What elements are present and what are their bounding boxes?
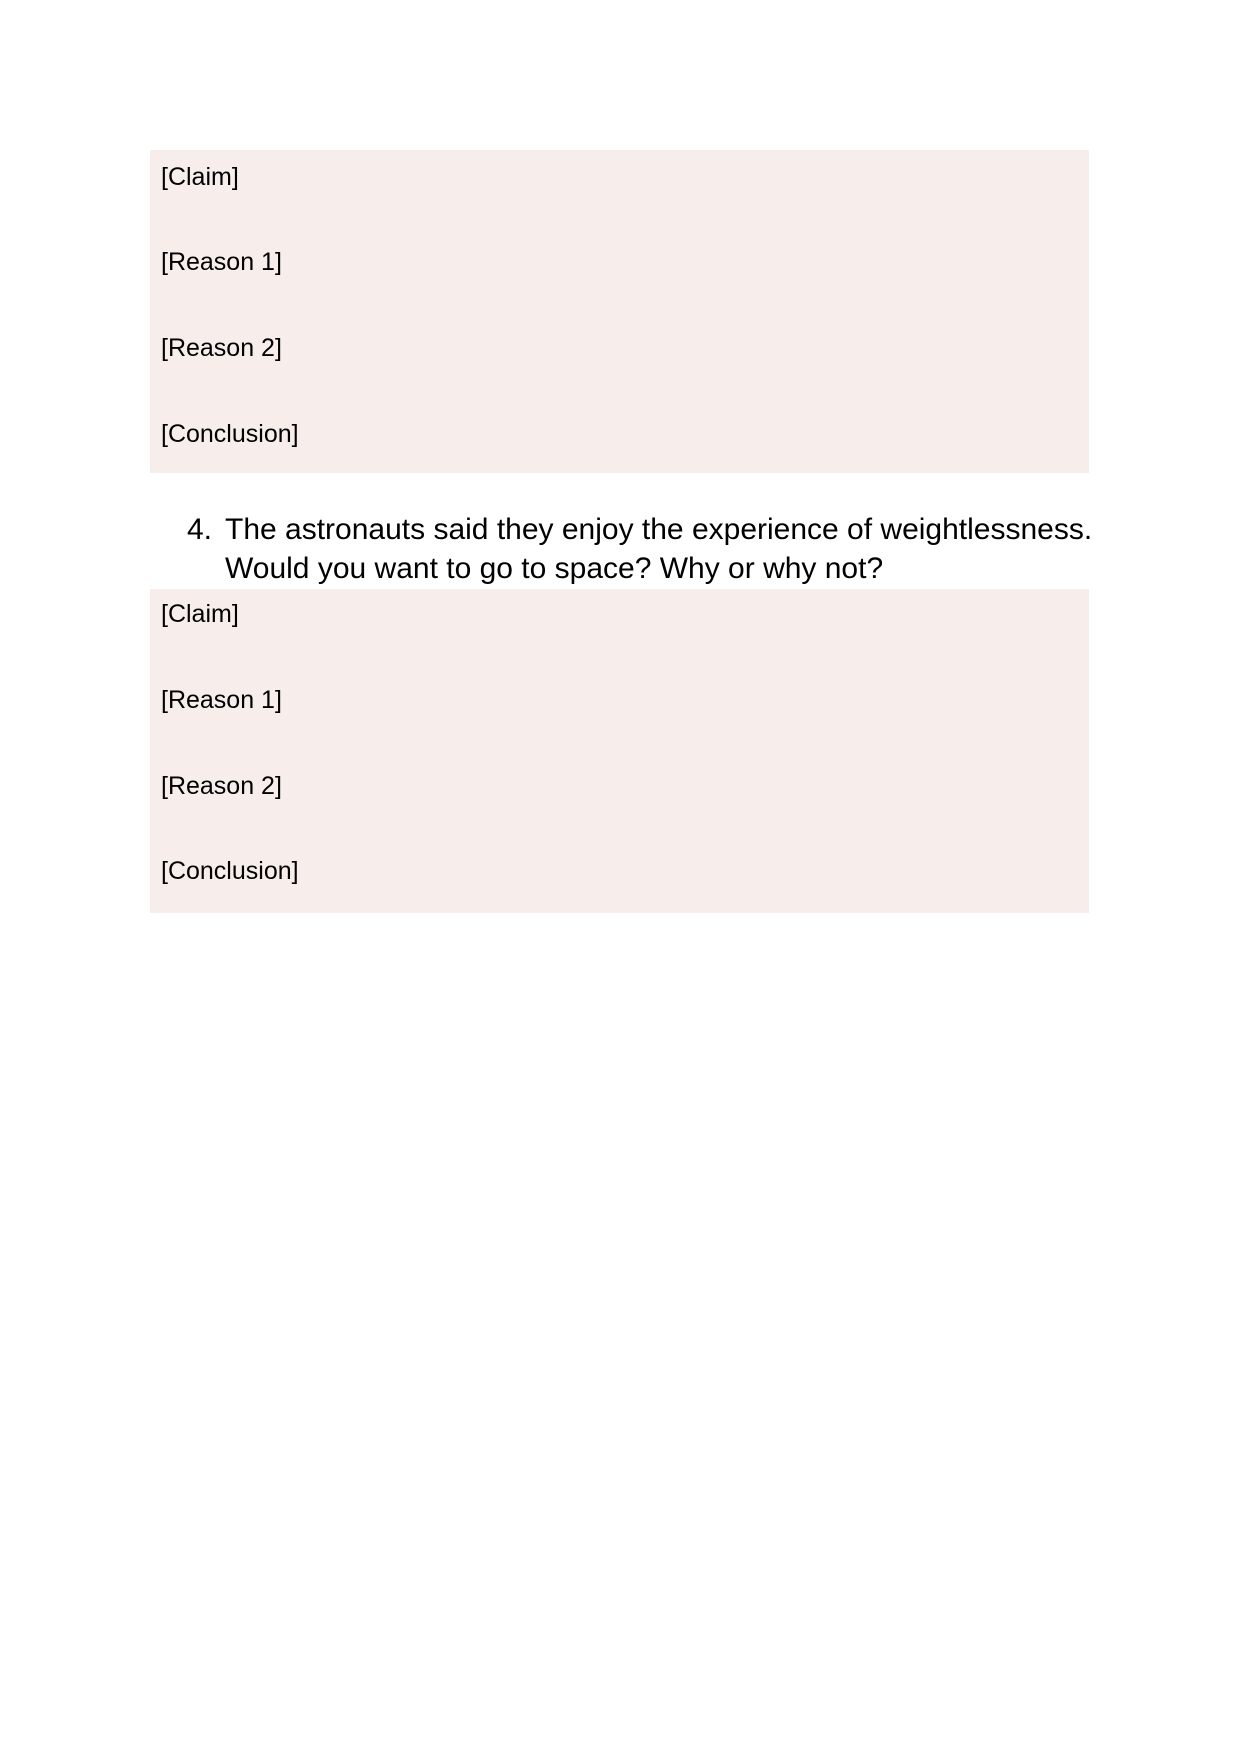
reason-2-placeholder[interactable]: [Reason 2]	[161, 334, 282, 362]
claim-placeholder[interactable]: [Claim]	[161, 600, 239, 628]
question-text	[225, 510, 1095, 588]
reason-1-placeholder[interactable]: [Reason 1]	[161, 248, 282, 276]
claim-placeholder[interactable]: [Claim]	[161, 163, 239, 191]
question-text-line-2: Would you want to go to space? Why or why not?	[225, 552, 884, 585]
conclusion-placeholder[interactable]: [Conclusion]	[161, 857, 299, 885]
answer-box-previous-question[interactable]	[150, 150, 1089, 473]
question-text-line-1: The astronauts said they enjoy the experience of weightlessness.	[225, 513, 1093, 546]
answer-box-question-4[interactable]	[150, 589, 1089, 913]
reason-2-placeholder[interactable]: [Reason 2]	[161, 772, 282, 800]
conclusion-placeholder[interactable]: [Conclusion]	[161, 420, 299, 448]
reason-1-placeholder[interactable]: [Reason 1]	[161, 686, 282, 714]
question-number: 4.	[187, 513, 213, 546]
